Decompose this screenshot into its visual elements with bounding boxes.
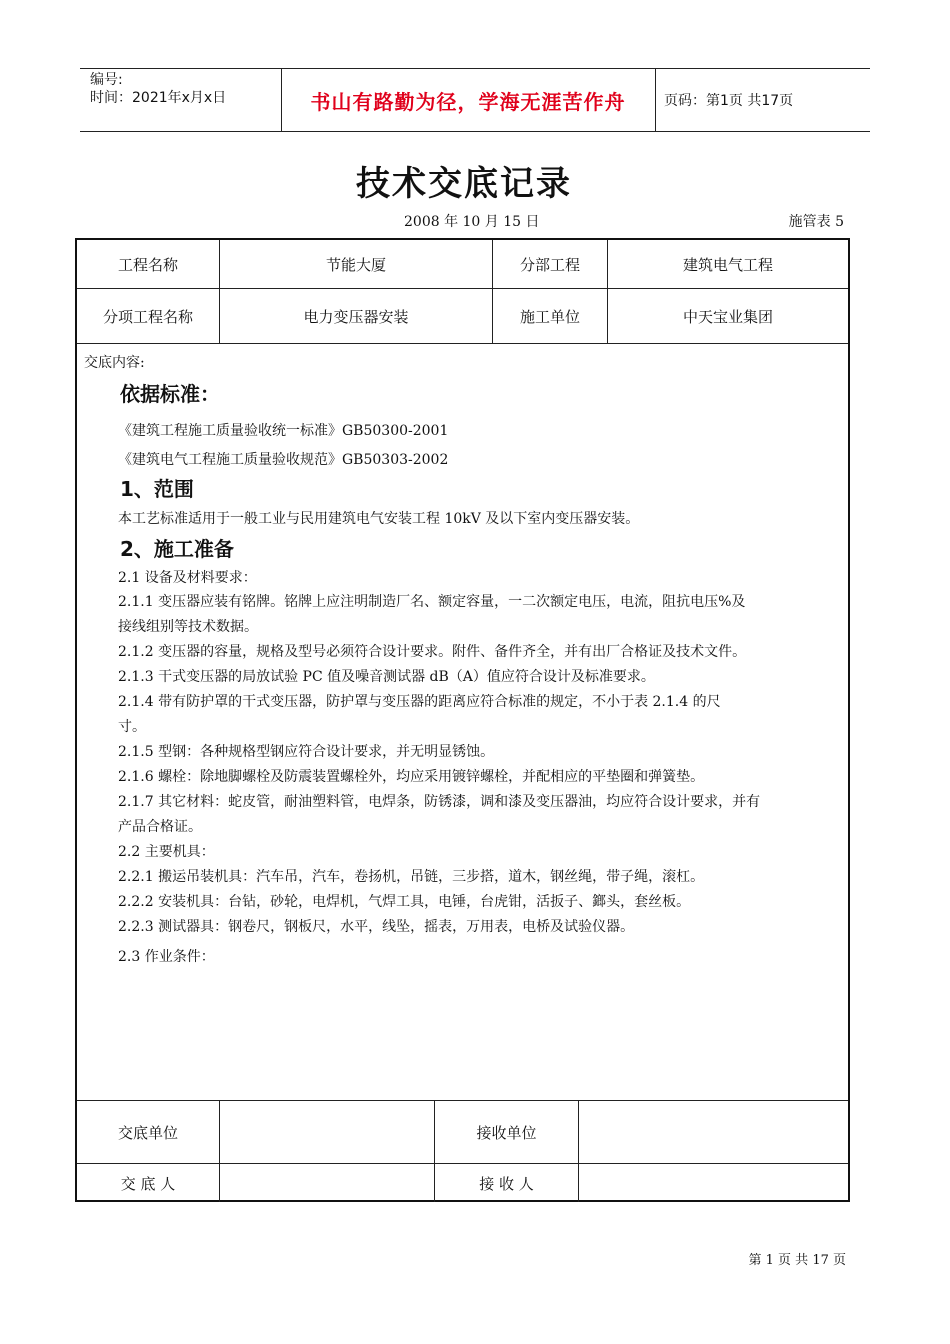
paragraph-line: 2.1.7 其它材料：蛇皮管，耐油塑料管，电焊条，防锈漆，调和漆及变压器油，均应符合设计要求，并有 (118, 794, 761, 810)
header-divider (655, 69, 656, 131)
header-motto: 书山有路勤为径，学海无涯苦作舟 (310, 89, 626, 114)
paragraph-line: 2.1 设备及材料要求： (118, 570, 257, 586)
issuer-unit-label: 交底单位 (117, 1123, 178, 1142)
standard-item: 《建筑电气工程施工质量验收规范》GB50303-2002 (118, 452, 449, 468)
paragraph-line: 2.1.5 型钢：各种规格型钢应符合设计要求，并无明显锈蚀。 (118, 744, 495, 760)
standard-heading: 依据标准： (120, 382, 220, 406)
paragraph-line: 产品合格证。 (118, 819, 202, 835)
scope-heading: 1、范围 (120, 477, 194, 501)
paragraph-line: 2.2 主要机具： (118, 844, 215, 860)
sub-project-value: 建筑电气工程 (682, 255, 773, 274)
header-page-number: 页码：第1页 共17页 (664, 93, 794, 109)
paragraph-line: 2.3 作业条件： (118, 949, 215, 965)
paragraph-line: 2.1.3 干式变压器的局放试验 PC 值及噪音测试器 dB（A）值应符合设计及标准要求。 (118, 669, 655, 685)
issuer-label: 交 底 人 (120, 1174, 176, 1193)
paragraph-line: 2.2.3 测试器具：钢卷尺，钢板尺，水平，线坠，摇表，万用表，电桥及试验仪器。 (118, 919, 635, 935)
scope-text: 本工艺标准适用于一般工业与民用建筑电气安装工程 10kV 及以下室内变压器安装。 (118, 511, 640, 527)
page-header (80, 68, 870, 132)
contractor-value: 中天宝业集团 (682, 307, 773, 326)
paragraph-line: 2.2.2 安装机具：台钻，砂轮，电焊机，气焊工具，电锤，台虎钳，活扳子、鎯头，套丝板。 (118, 894, 691, 910)
paragraph-line: 2.1.6 螺栓：除地脚螺栓及防震装置螺栓外，均应采用镀锌螺栓，并配相应的平垫圈和弹簧垫。 (118, 769, 705, 785)
row-divider (77, 343, 848, 344)
paragraph-line: 寸。 (118, 719, 146, 735)
footer-page-number: 第 1 页 共 17 页 (748, 1253, 846, 1268)
paragraph-line: 接线组别等技术数据。 (118, 619, 258, 635)
receiver-field[interactable] (579, 1164, 848, 1202)
content-label: 交底内容: (84, 355, 145, 371)
item-name-value: 电力变压器安装 (303, 307, 409, 326)
issuer-field[interactable] (220, 1164, 434, 1202)
document-date: 2008 年 10 月 15 日 (404, 214, 540, 230)
prep-heading: 2、施工准备 (120, 537, 234, 561)
number-label: 编号: (90, 72, 123, 88)
receiver-unit-field[interactable] (579, 1101, 848, 1163)
project-name-label: 工程名称 (117, 255, 178, 274)
document-title: 技术交底记录 (356, 164, 572, 204)
time-label: 时间：2021年x月x日 (90, 90, 227, 106)
item-name-label: 分项工程名称 (102, 307, 193, 326)
receiver-label: 接 收 人 (479, 1174, 534, 1193)
issuer-unit-field[interactable] (220, 1101, 434, 1163)
paragraph-line: 2.1.2 变压器的容量，规格及型号必须符合设计要求。附件、备件齐全，并有出厂合格证及技术文件。 (118, 644, 747, 660)
project-name-value: 节能大厦 (325, 255, 386, 274)
receiver-unit-label: 接收单位 (476, 1123, 537, 1142)
header-meta (90, 71, 226, 107)
contractor-label: 施工单位 (519, 307, 580, 326)
paragraph-line: 2.1.1 变压器应装有铭牌。铭牌上应注明制造厂名、额定容量，一二次额定电压，电流，阻抗电压%及 (118, 594, 746, 610)
sub-project-label: 分部工程 (519, 255, 580, 274)
standard-item: 《建筑工程施工质量验收统一标准》GB50300-2001 (118, 423, 449, 439)
form-number: 施管表 5 (788, 214, 844, 230)
paragraph-line: 2.1.4 带有防护罩的干式变压器，防护罩与变压器的距离应符合标准的规定，不小于表 2.1.4 的尺 (118, 694, 721, 710)
paragraph-line: 2.2.1 搬运吊装机具：汽车吊，汽车，卷扬机，吊链，三步搭，道木，钢丝绳，带子绳，滚杠。 (118, 869, 705, 885)
